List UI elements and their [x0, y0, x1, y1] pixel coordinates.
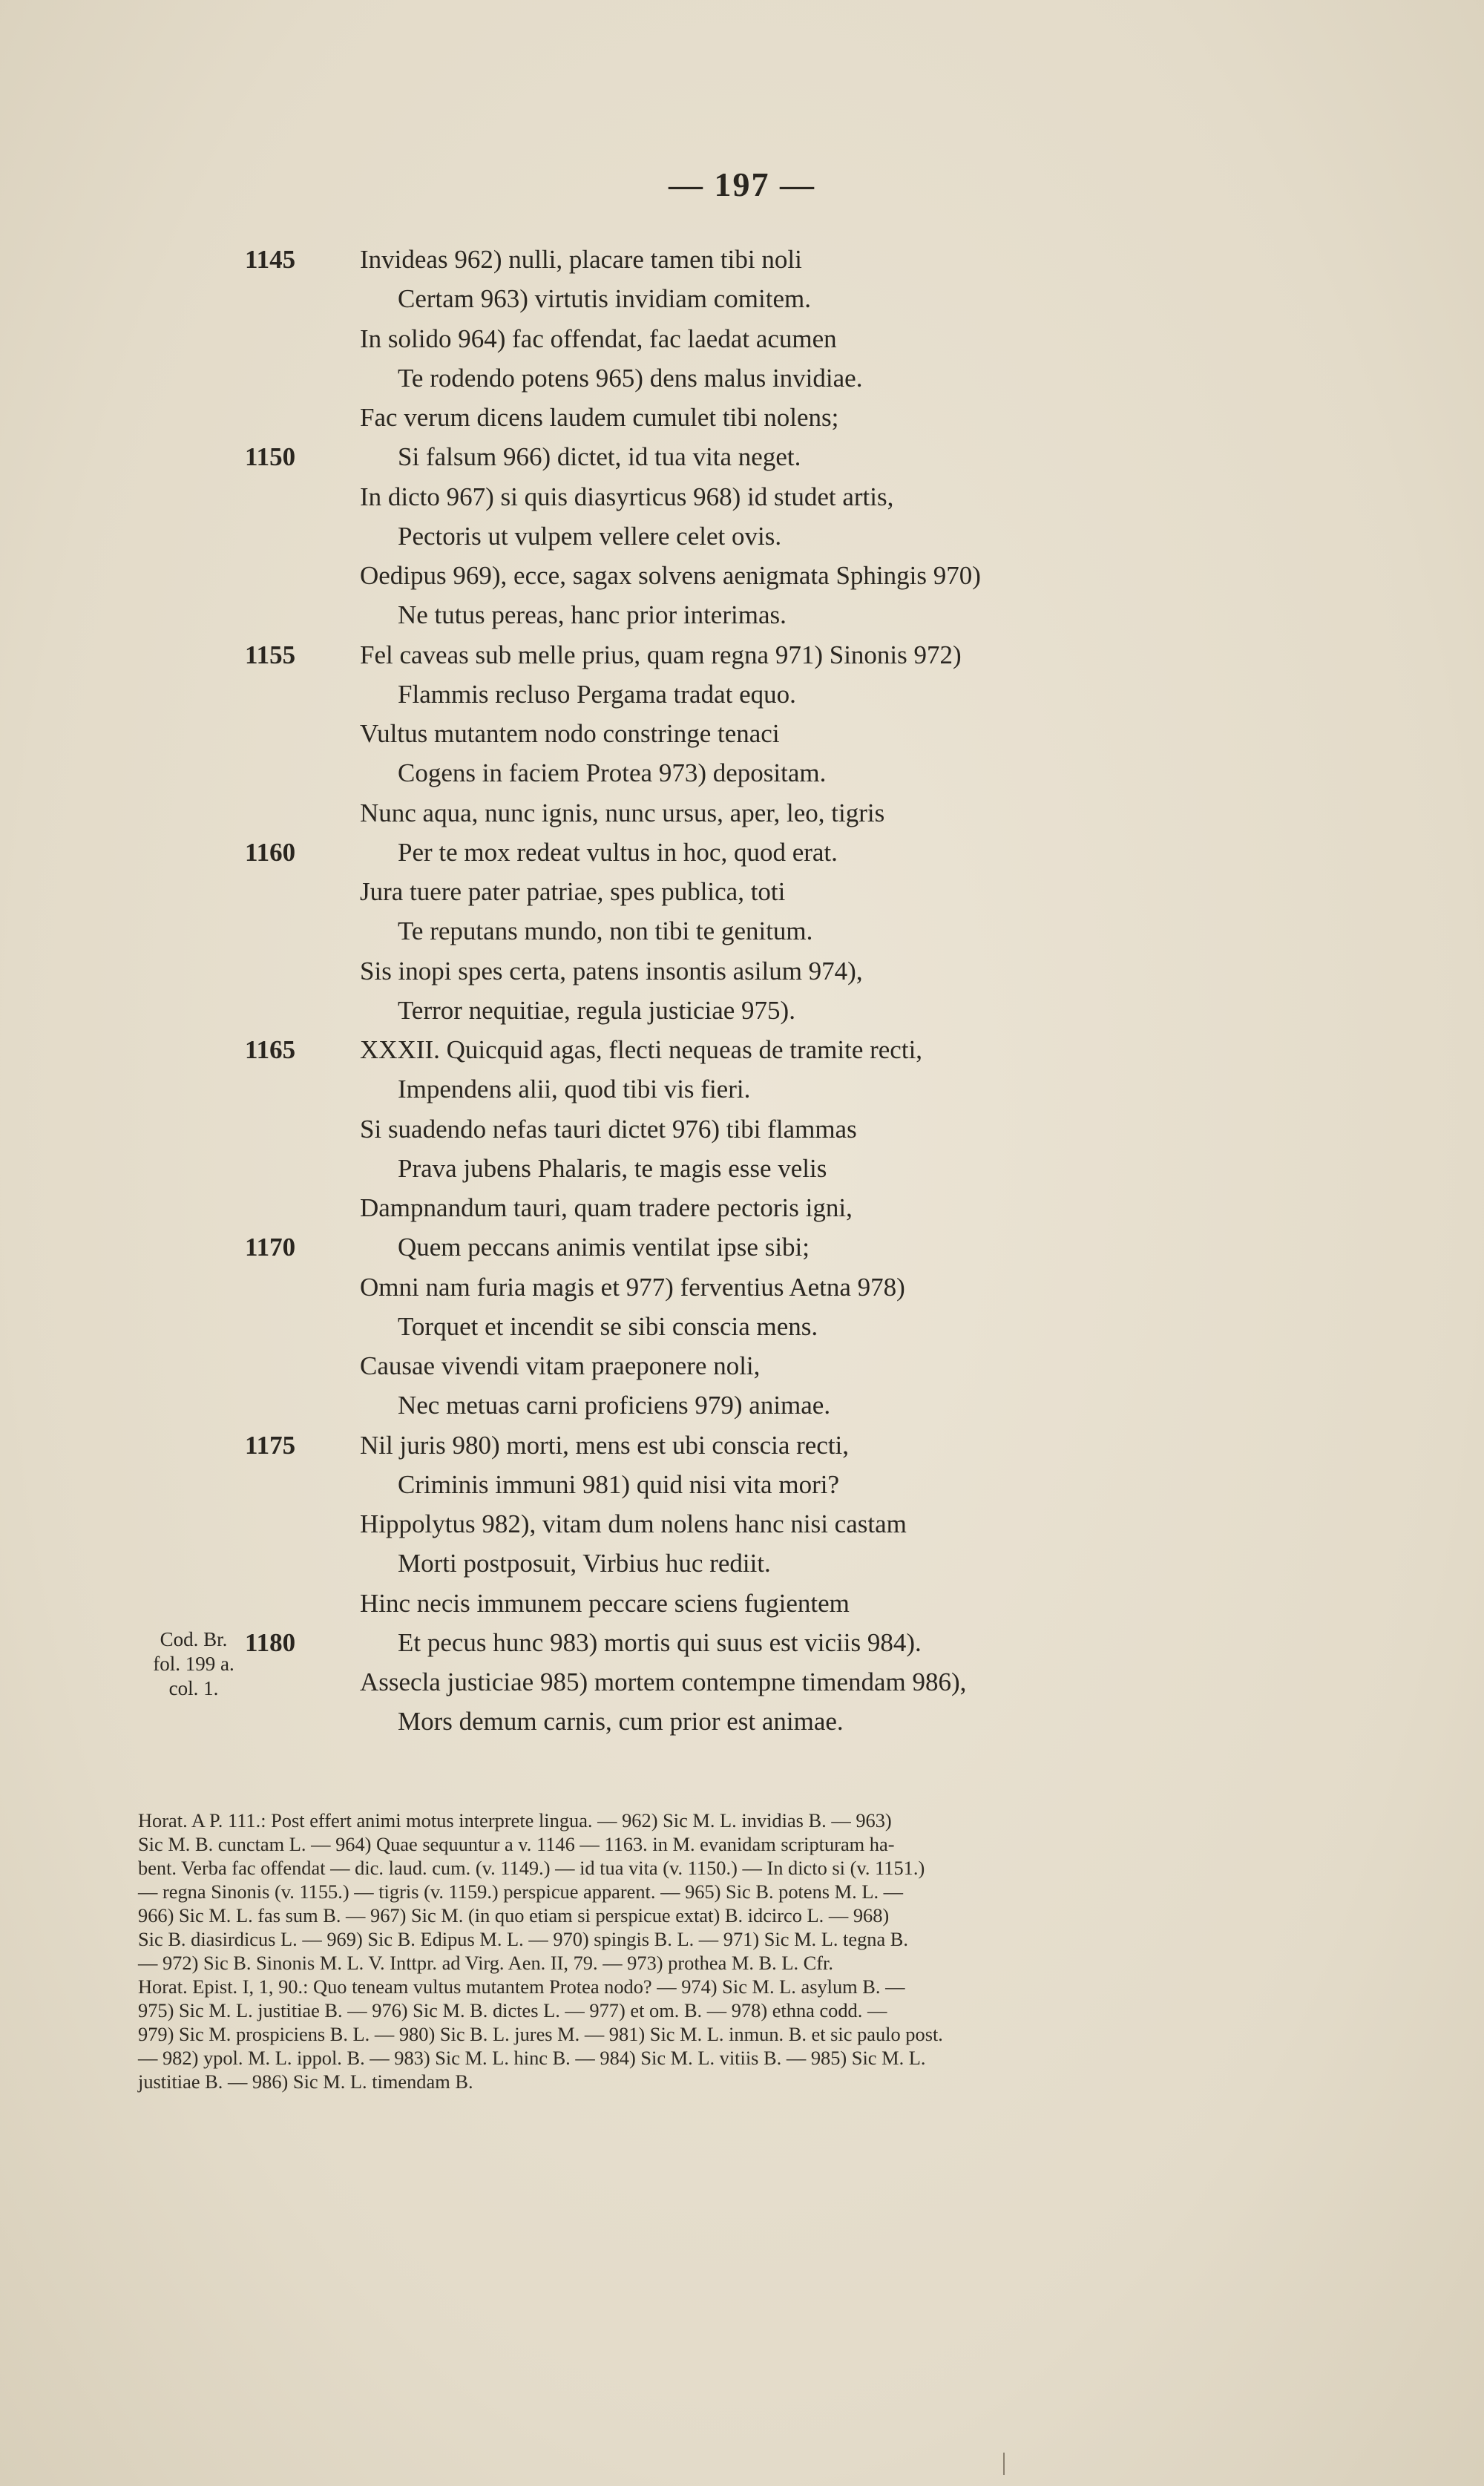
verse-text: Nil juris 980) morti, mens est ubi conscia recti, [360, 1431, 850, 1460]
footnote-line: Sic M. B. cunctam L. — 964) Quae sequuntur a v. 1146 — 1163. in M. evanidam scripturam ha- [138, 1833, 895, 1855]
verse-text: Sis inopi spes certa, patens insontis asilum 974), [360, 957, 863, 985]
verse-text: Jura tuere pater patriae, spes publica, toti [360, 877, 786, 906]
footnote-line: — 982) ypol. M. L. ippol. B. — 983) Sic M. L. hinc B. — 984) Sic M. L. vitiis B. — 985) Sic M. L. [138, 2047, 926, 2069]
verse-text: Nec metuas carni proficiens 979) animae. [398, 1391, 831, 1420]
line-number: 1180 [245, 1628, 296, 1657]
verse-text: Omni nam furia magis et 977) ferventius Aetna 978) [360, 1273, 905, 1302]
verse-text: Invideas 962) nulli, placare tamen tibi noli [360, 245, 802, 274]
margin-note [138, 1627, 249, 1701]
verse-text: Fac verum dicens laudem cumulet tibi nolens; [360, 403, 839, 432]
verse-text: Assecla justiciae 985) mortem contempne timendam 986), [360, 1667, 967, 1696]
verse-text: Terror nequitiae, regula justiciae 975). [398, 996, 795, 1025]
verse-text: Nunc aqua, nunc ignis, nunc ursus, aper, leo, tigris [360, 798, 885, 827]
verse-text: Hinc necis immunem peccare sciens fugientem [360, 1589, 850, 1618]
verse-text: Quem peccans animis ventilat ipse sibi; [398, 1233, 810, 1262]
line-number: 1175 [245, 1431, 296, 1460]
verse-text: Fel caveas sub melle prius, quam regna 971) Sinonis 972) [360, 640, 962, 669]
footnote-line: Horat. Epist. I, 1, 90.: Quo teneam vultus mutantem Protea nodo? — 974) Sic M. L. asylum B. — [138, 1975, 905, 1998]
verse-text: In dicto 967) si quis diasyrticus 968) id studet artis, [360, 482, 894, 511]
verse-text: Torquet et incendit se sibi conscia mens. [398, 1312, 818, 1341]
footnote-line: 979) Sic M. prospiciens B. L. — 980) Sic B. L. jures M. — 981) Sic M. L. inmun. B. et sic paulo post. [138, 2023, 943, 2045]
page-number: — 197 — [669, 165, 815, 203]
print-mark [1003, 2453, 1005, 2475]
verse-text: XXXII. Quicquid agas, flecti nequeas de tramite recti, [360, 1035, 923, 1064]
verse-text: Pectoris ut vulpem vellere celet ovis. [398, 522, 782, 551]
footnotes [138, 1808, 1373, 2093]
verse-text: Oedipus 969), ecce, sagax solvens aenigmata Sphingis 970) [360, 561, 981, 590]
footnote-line: justitiae B. — 986) Sic M. L. timendam B. [138, 2070, 473, 2093]
line-number: 1155 [245, 640, 296, 669]
verse-text: Et pecus hunc 983) mortis qui suus est viciis 984). [398, 1628, 922, 1657]
verse-text: Causae vivendi vitam praeponere noli, [360, 1351, 761, 1380]
verse-text: Si suadendo nefas tauri dictet 976) tibi flammas [360, 1115, 857, 1144]
verse-text: Te rodendo potens 965) dens malus invidiae. [398, 364, 863, 393]
line-number: 1150 [245, 442, 296, 471]
footnote-line: — regna Sinonis (v. 1155.) — tigris (v. 1159.) perspicue apparent. — 965) Sic B. potens M. L. — [138, 1880, 904, 1903]
verse-text: Prava jubens Phalaris, te magis esse velis [398, 1154, 827, 1183]
line-number: 1160 [245, 838, 296, 867]
footnote-line: Sic B. diasirdicus L. — 969) Sic B. Edipus M. L. — 970) spingis B. L. — 971) Sic M. L. tegna B. [138, 1928, 908, 1950]
verse-text: Impendens alii, quod tibi vis fieri. [398, 1075, 751, 1103]
verse-text: Hippolytus 982), vitam dum nolens hanc nisi castam [360, 1509, 907, 1538]
footnote-line: 966) Sic M. L. fas sum B. — 967) Sic M. (in quo etiam si perspicue extat) B. idcirco L. — 968) [138, 1904, 890, 1926]
verse-text: Morti postposuit, Virbius huc rediit. [398, 1549, 771, 1578]
verse-text: Per te mox redeat vultus in hoc, quod erat. [398, 838, 838, 867]
verse-text: Te reputans mundo, non tibi te genitum. [398, 916, 813, 945]
verse-text: Mors demum carnis, cum prior est animae. [398, 1707, 844, 1736]
footnote-line: 975) Sic M. L. justitiae B. — 976) Sic M. B. dictes L. — 977) et om. B. — 978) ethna codd. — [138, 1999, 887, 2021]
line-number: 1170 [245, 1233, 296, 1262]
verse-text: Si falsum 966) dictet, id tua vita neget. [398, 442, 801, 471]
verse-text: Criminis immuni 981) quid nisi vita mori? [398, 1470, 839, 1499]
verse-text: Flammis recluso Pergama tradat equo. [398, 680, 796, 709]
margin-note-line: col. 1. [168, 1677, 219, 1699]
footnote-line: bent. Verba fac offendat — dic. laud. cum. (v. 1149.) — id tua vita (v. 1150.) — In dicto si (v. 1151.) [138, 1857, 925, 1879]
verse-text: Vultus mutantem nodo constringe tenaci [360, 719, 780, 748]
footnote-line: — 972) Sic B. Sinonis M. L. V. Inttpr. ad Virg. Aen. II, 79. — 973) prothea M. B. L. Cfr. [138, 1952, 833, 1974]
line-number: 1165 [245, 1035, 296, 1064]
line-number: 1145 [245, 245, 296, 274]
margin-note-line: Cod. Br. [160, 1628, 228, 1650]
verse-text: Cogens in faciem Protea 973) depositam. [398, 758, 827, 787]
verse-text: Certam 963) virtutis invidiam comitem. [398, 284, 811, 313]
verse-text: Ne tutus pereas, hanc prior interimas. [398, 600, 787, 629]
verse-text: Dampnandum tauri, quam tradere pectoris igni, [360, 1193, 853, 1222]
margin-note-line: fol. 199 a. [153, 1653, 234, 1675]
footnote-line: Horat. A P. 111.: Post effert animi motus interprete lingua. — 962) Sic M. L. invidias B. — 963) [138, 1809, 892, 1831]
verse-text: In solido 964) fac offendat, fac laedat acumen [360, 324, 837, 353]
